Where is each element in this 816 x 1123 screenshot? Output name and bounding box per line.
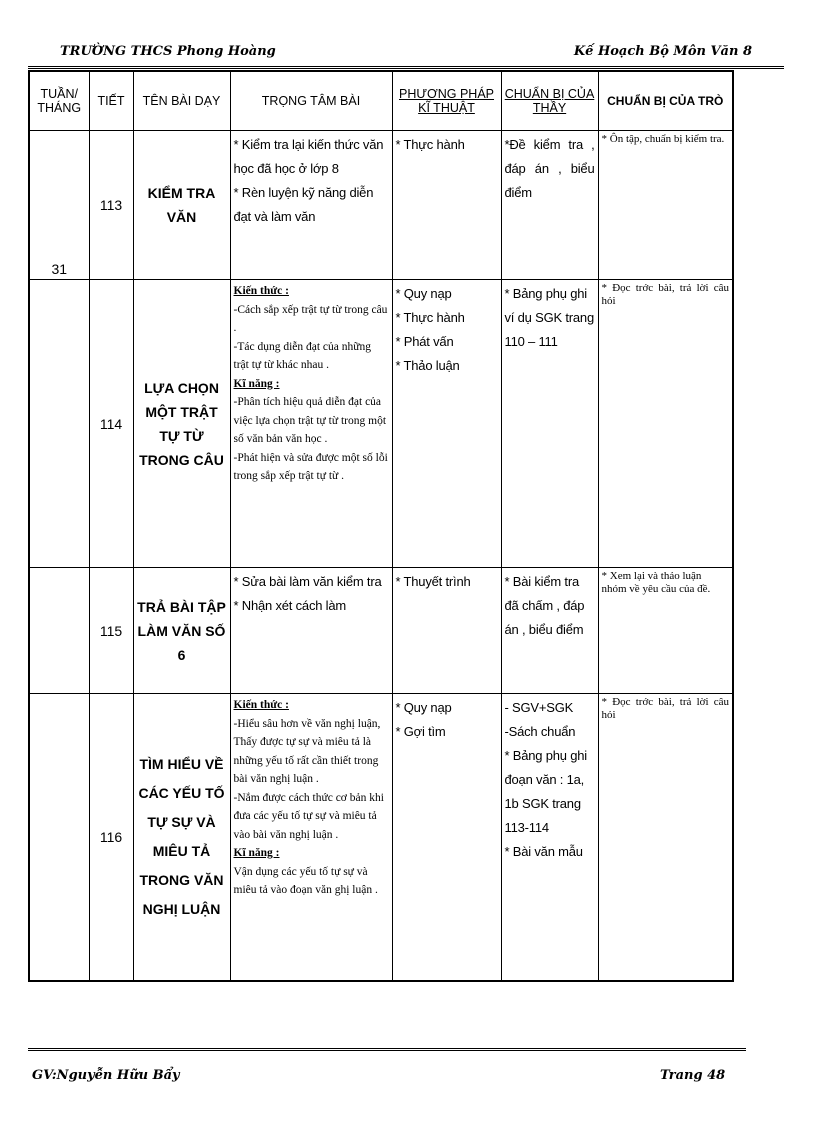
table-row: [29, 568, 733, 694]
col-week: TUẦN/ THÁNG: [29, 71, 89, 131]
focus-line: -Phát hiện và sửa được một số lỗi trong sắp xếp trật tự từ .: [233, 451, 388, 482]
method-line: * Phát vấn: [395, 334, 454, 349]
header-rule: [28, 66, 784, 69]
method-line: * Thảo luận: [395, 358, 460, 373]
col-teacher-prep: CHUẨN BỊ CỦA THẦY: [501, 71, 598, 131]
teacher-line: - SGV+SGK: [504, 700, 574, 715]
focus-cell: [230, 568, 392, 694]
lesson-title-cell: TÌM HIỂU VỀ CÁC YẾU TỐ TỰ SỰ VÀ MIÊU TẢ TRONG VĂN NGHỊ LUẬN: [133, 694, 230, 981]
lesson-title-cell: KIỂM TRA VĂN: [133, 131, 230, 280]
col-focus: TRỌNG TÂM BÀI: [230, 71, 392, 131]
table-row: [29, 280, 733, 568]
focus-line: * Nhận xét cách làm: [233, 598, 347, 613]
footer-page-number: Trang 48: [660, 1068, 726, 1083]
method-line: * Thuyết trình: [395, 574, 471, 589]
focus-cell: [230, 280, 392, 568]
method-cell: [392, 131, 501, 280]
lesson-title-cell: LỰA CHỌN MỘT TRẬT TỰ TỪ TRONG CÂU: [133, 280, 230, 568]
method-cell: [392, 280, 501, 568]
focus-line: -Phân tích hiệu quả diễn đạt của việc lựa chọn trật tự từ trong một số văn bản văn học .: [233, 396, 387, 445]
student-prep-cell: [598, 568, 733, 694]
focus-line: -Hiểu sâu hơn về văn nghị luận, Thấy được tự sự và miêu tả là những yếu tố rất cần thiết trong bài văn nghị luận .: [233, 717, 381, 785]
skill-label: Kĩ năng :: [233, 377, 280, 390]
header-school: TRƯỜNG THCS Phong Hoàng: [60, 44, 276, 59]
header-plan-title: Kế Hoạch Bộ Môn Văn 8: [573, 44, 752, 59]
focus-line: Vận dụng các yếu tố tự sự và miêu tả vào đoạn văn ghị luận .: [233, 865, 378, 896]
teacher-prep-cell: [501, 694, 598, 981]
table-header-row: [29, 71, 733, 131]
focus-line: -Tác dụng diễn đạt của những trật tự từ khác nhau .: [233, 340, 371, 371]
student-prep-cell: [598, 280, 733, 568]
footer-rule: [28, 1048, 746, 1051]
table-row: [29, 694, 733, 981]
skill-label: Kĩ năng :: [233, 847, 280, 859]
lesson-title-cell: TRẢ BÀI TẬP LÀM VĂN SỐ 6: [133, 568, 230, 694]
method-cell: [392, 694, 501, 981]
student-line: * Đọc trớc bài, trả lời câu hỏi: [601, 696, 729, 721]
period-cell: 113: [89, 131, 133, 280]
teacher-line: * Bài kiểm tra đã chấm , đáp án , biểu điểm: [504, 574, 585, 637]
period-cell: 114: [89, 280, 133, 568]
student-line: * Xem lại và thảo luận nhóm về yêu cầu của đề.: [601, 570, 711, 595]
knowledge-label: Kiến thức :: [233, 285, 289, 297]
method-cell: [392, 568, 501, 694]
col-student-prep: CHUẨN BỊ CỦA TRÒ: [598, 71, 733, 131]
week-cell-empty: [29, 694, 89, 981]
teacher-line: -Sách chuẩn: [504, 724, 576, 739]
knowledge-label: Kiến thức :: [233, 699, 289, 711]
focus-cell: [230, 694, 392, 981]
col-period: TIẾT: [89, 71, 133, 131]
lesson-plan-table: [28, 70, 734, 982]
col-lesson-title: TÊN BÀI DẠY: [133, 71, 230, 131]
focus-line: -Cách sắp xếp trật tự từ trong câu .: [233, 303, 388, 334]
teacher-line: * Bảng phụ ghi ví dụ SGK trang 110 – 111: [504, 286, 594, 349]
student-line: * Đọc trớc bài, trả lời câu hỏi: [601, 282, 729, 307]
student-prep-cell: [598, 694, 733, 981]
teacher-line: *Đề kiểm tra , đáp án , biểu điểm: [504, 137, 595, 200]
method-line: * Thực hành: [395, 137, 465, 152]
teacher-prep-cell: [501, 280, 598, 568]
method-line: * Quy nạp: [395, 700, 452, 715]
focus-line: -Nắm được cách thức cơ bản khi đưa các yếu tố tự sự và miêu tả vào bài văn nghị luận .: [233, 791, 384, 841]
method-line: * Thực hành: [395, 310, 465, 325]
teacher-prep-cell: [501, 131, 598, 280]
week-cell-empty: [29, 568, 89, 694]
focus-line: * Sửa bài làm văn kiểm tra: [233, 574, 382, 589]
teacher-line: * Bảng phụ ghi đoạn văn : 1a, 1b SGK trang 113-114: [504, 748, 587, 835]
method-line: * Quy nạp: [395, 286, 452, 301]
week-cell: 31: [29, 131, 89, 280]
teacher-prep-cell: [501, 568, 598, 694]
footer-teacher: GV:Nguyễn Hữu Bẩy: [32, 1068, 180, 1083]
focus-line: * Kiểm tra lại kiến thức văn học đã học ở lớp 8: [233, 137, 384, 176]
student-line: * Ôn tập, chuẩn bị kiểm tra.: [601, 133, 725, 145]
method-line: * Gợi tìm: [395, 724, 446, 739]
focus-line: * Rèn luyện kỹ năng diễn đạt và làm văn: [233, 185, 374, 224]
student-prep-cell: [598, 131, 733, 280]
col-method: PHƯƠNG PHÁP KĨ THUẬT: [392, 71, 501, 131]
week-cell-empty: [29, 280, 89, 568]
teacher-line: * Bài văn mẫu: [504, 844, 583, 859]
focus-cell: [230, 131, 392, 280]
period-cell: 115: [89, 568, 133, 694]
table-row: [29, 131, 733, 280]
period-cell: 116: [89, 694, 133, 981]
